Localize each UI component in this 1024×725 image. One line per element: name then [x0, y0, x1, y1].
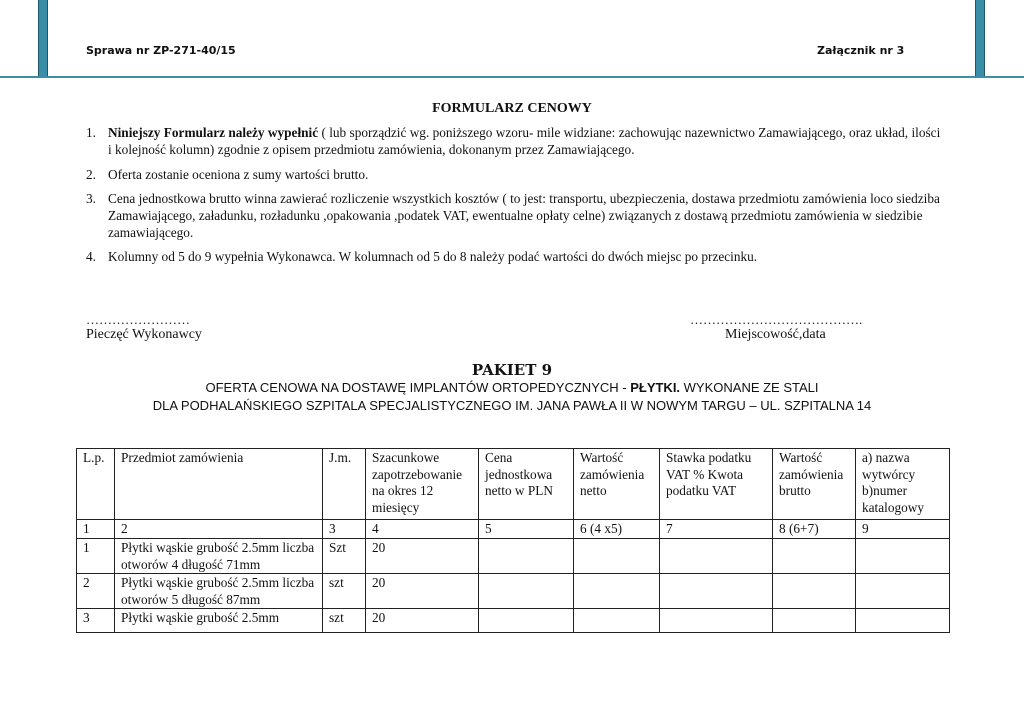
column-number: 2: [115, 520, 323, 539]
left-margin-bar: [38, 0, 48, 78]
date-dots: ………………………………….: [690, 312, 863, 327]
instruction-text: Oferta zostanie oceniona z sumy wartości brutto.: [108, 167, 369, 182]
table-cell: [660, 574, 773, 609]
header-cell: Stawka podatku VAT % Kwota podatku VAT: [660, 449, 773, 520]
right-margin-bar: [975, 0, 985, 78]
column-number: 9: [856, 520, 950, 539]
column-number: 8 (6+7): [773, 520, 856, 539]
offer-text-tail: WYKONANE ZE STALI: [680, 380, 819, 395]
table-cell: 20: [366, 574, 479, 609]
table-cell: [660, 609, 773, 633]
table-row: [77, 539, 950, 574]
stamp-dots: ……………………: [86, 312, 190, 327]
table-cell: szt: [323, 609, 366, 633]
instruction-text: Kolumny od 5 do 9 wypełnia Wykonawca. W kolumnach od 5 do 8 należy podać wartości do dwóch miejsc po przecinku.: [108, 249, 758, 264]
header-cell: J.m.: [323, 449, 366, 520]
table-cell: [856, 574, 950, 609]
instruction-bold: Niniejszy Formularz należy wypełnić: [108, 125, 319, 140]
header-cell: Szacunkowe zapotrzebowanie na okres 12 miesięcy: [366, 449, 479, 520]
column-number: 5: [479, 520, 574, 539]
table-cell: Płytki wąskie grubość 2.5mm liczba otworów 4 długość 71mm: [115, 539, 323, 574]
header-divider: [0, 76, 1024, 78]
header-cell: L.p.: [77, 449, 115, 520]
column-number: 4: [366, 520, 479, 539]
table-cell: 20: [366, 609, 479, 633]
instruction-number: 1.: [86, 125, 96, 140]
table-cell: [574, 539, 660, 574]
column-number-row: [77, 520, 950, 539]
table-cell: szt: [323, 574, 366, 609]
table-cell: [773, 574, 856, 609]
table-cell: 3: [77, 609, 115, 633]
attachment-label: Załącznik nr 3: [817, 44, 905, 57]
table-cell: Płytki wąskie grubość 2.5mm: [115, 609, 323, 633]
table-cell: [856, 609, 950, 633]
instruction-item: [86, 124, 946, 158]
header-cell: Cena jednostkowa netto w PLN: [479, 449, 574, 520]
header-cell: Wartość zamówienia brutto: [773, 449, 856, 520]
table-row: [77, 609, 950, 633]
instruction-item: [86, 190, 946, 241]
instruction-number: 3.: [86, 191, 96, 206]
instruction-text: ( lub sporządzić wg. poniższego wzoru- mile widziane: zachowując nazewnictwo Zamawiającego, oraz układ, ilości i kolejność kolumn) zgodnie z opisem przedmiotu zamówienia, dokonanym przez Zamawiającego.: [108, 125, 941, 157]
table-cell: Szt: [323, 539, 366, 574]
offer-line-2: DLA PODHALAŃSKIEGO SZPITALA SPECJALISTYCZNEGO IM. JANA PAWŁA II W NOWYM TARGU – UL. SZPITALNA 14: [152, 398, 872, 413]
table-cell: 20: [366, 539, 479, 574]
table-cell: [660, 539, 773, 574]
instruction-text: Cena jednostkowa brutto winna zawierać rozliczenie wszystkich kosztów ( to jest: transportu, ubezpieczenia, dostawa przedmiotu zamówienia loco siedziba Zamawiającego, załadunku, rozładunku ,opakowania ,podatek VAT, ewentualne opłaty celne) związanych z dostawą przedmiotu zamówienia w siedzibie zamawiającego.: [108, 191, 940, 240]
header-cell: a) nazwa wytwórcy b)numer katalogowy: [856, 449, 950, 520]
form-title: FORMULARZ CENOWY: [432, 101, 592, 116]
table-cell: [574, 609, 660, 633]
instruction-number: 4.: [86, 249, 96, 264]
case-number: Sprawa nr ZP-271-40/15: [86, 44, 236, 57]
offer-line-1: [0, 380, 1024, 395]
offer-text: OFERTA CENOWA NA DOSTAWĘ IMPLANTÓW ORTOPEDYCZNYCH -: [205, 380, 631, 395]
column-number: 1: [77, 520, 115, 539]
column-number: 7: [660, 520, 773, 539]
table-cell: [773, 609, 856, 633]
instruction-number: 2.: [86, 167, 96, 182]
column-number: 3: [323, 520, 366, 539]
table-cell: 2: [77, 574, 115, 609]
table-cell: 1: [77, 539, 115, 574]
table-cell: [479, 574, 574, 609]
table-row: [77, 574, 950, 609]
package-title: PAKIET 9: [471, 361, 553, 379]
table-cell: Płytki wąskie grubość 2.5mm liczba otworów 5 długość 87mm: [115, 574, 323, 609]
instruction-item: [86, 166, 946, 183]
column-number: 6 (4 x5): [574, 520, 660, 539]
table-cell: [479, 609, 574, 633]
place-date-label: Miejscowość,data: [725, 327, 826, 342]
table-cell: [773, 539, 856, 574]
table-header-row: [77, 449, 950, 520]
instruction-item: [86, 248, 946, 265]
header-cell: Przedmiot zamówienia: [115, 449, 323, 520]
table-cell: [856, 539, 950, 574]
price-table: [76, 448, 950, 633]
offer-bold: PŁYTKI.: [630, 380, 681, 395]
header-cell: Wartość zamówienia netto: [574, 449, 660, 520]
stamp-label: Pieczęć Wykonawcy: [86, 327, 202, 342]
table-cell: [574, 574, 660, 609]
table-cell: [479, 539, 574, 574]
